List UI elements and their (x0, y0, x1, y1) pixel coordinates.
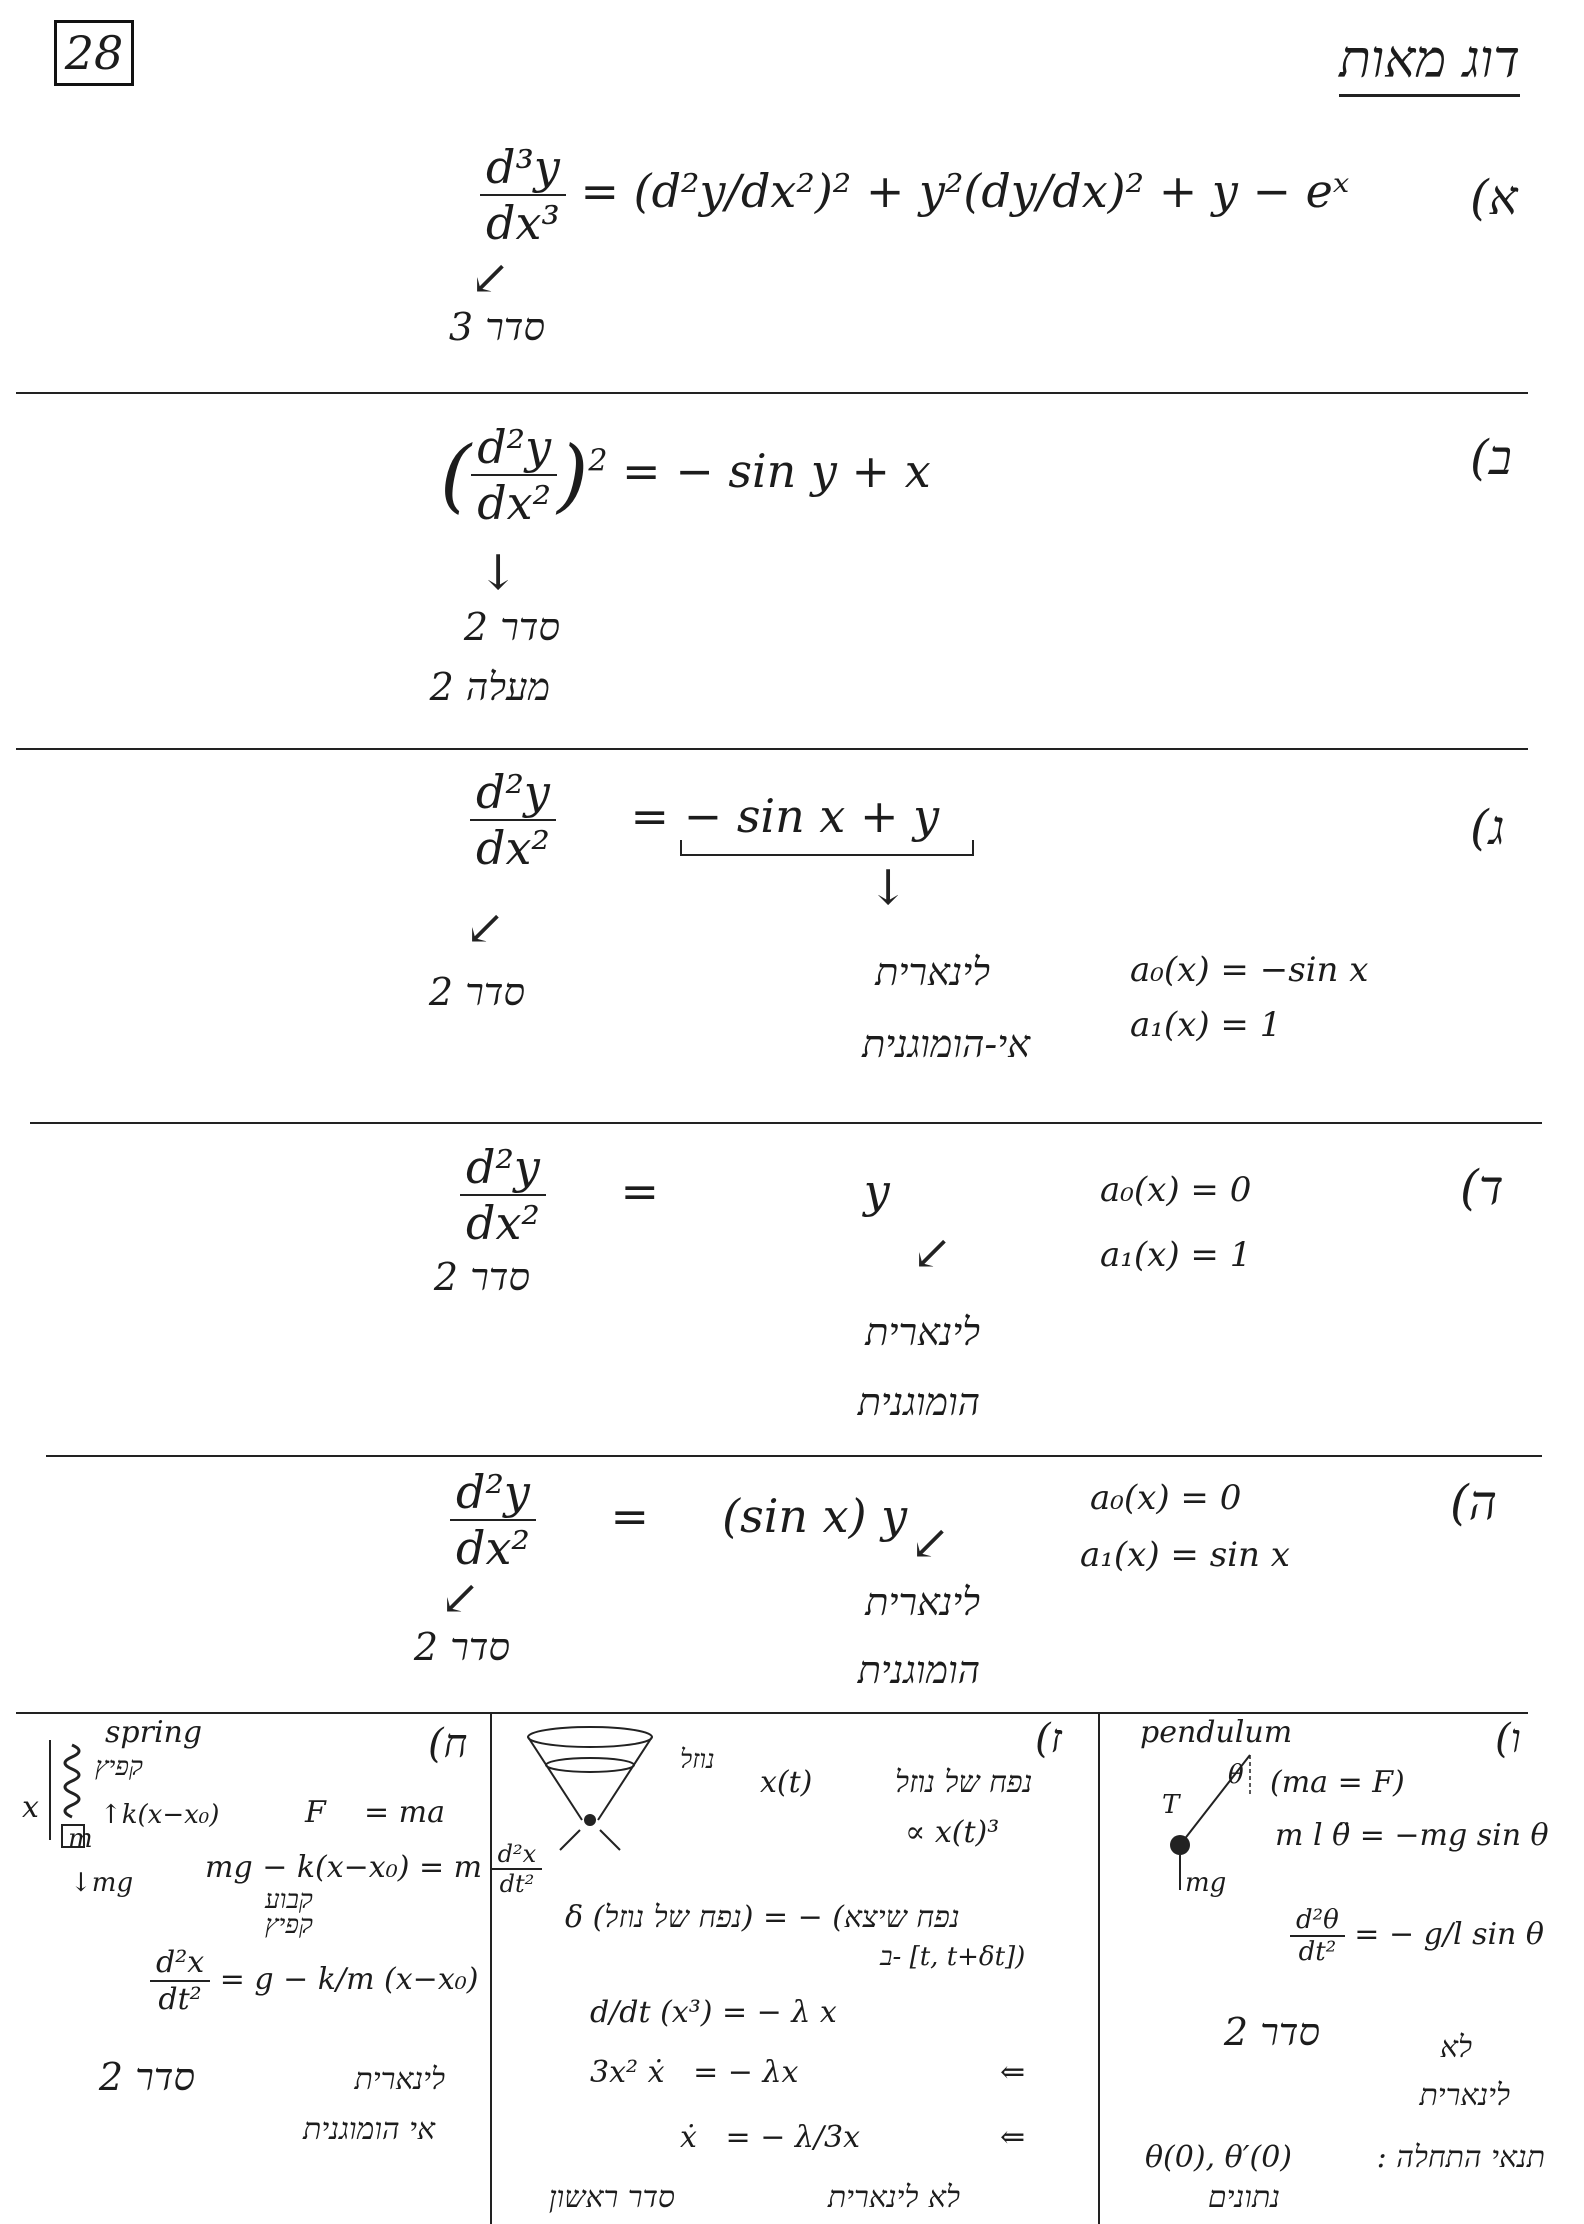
section-d-lhs-num: d²y (460, 1140, 546, 1196)
section-e-rhs: = (sin x) y (610, 1489, 908, 1543)
section-c-order: סדר 2 (428, 970, 525, 1014)
section-c-arrow-right: ↓ (868, 860, 909, 916)
spring-order: סדר 2 (98, 2055, 195, 2099)
section-c-rhs: = − sin x + y (630, 789, 940, 843)
section-d-arrow: ↙ (912, 1225, 953, 1281)
pendulum-eq3 (1290, 1905, 1544, 1967)
spring-eq1-lhs: mg − k(x−x₀) = m (205, 1850, 483, 1885)
divider-4 (46, 1455, 1542, 1457)
section-b-arrow: ↓ (478, 545, 519, 601)
section-c-letter: (ג (1470, 800, 1505, 856)
section-z-letter: (ז (1035, 1716, 1062, 1762)
section-e-arrow-left: ↙ (440, 1570, 481, 1626)
section-b-letter: (ב (1470, 430, 1512, 486)
spring-linear: לינארית (354, 2062, 445, 2097)
section-e-lhs-num: d²y (450, 1465, 536, 1521)
cone-impl-1: ⇐ (1000, 2055, 1026, 2090)
spring-newton: F = ma (305, 1795, 445, 1830)
section-d-a0: a₀(x) = 0 (1100, 1170, 1252, 1210)
spring-eq2 (150, 1945, 478, 2017)
section-e-equation (450, 1465, 907, 1575)
cone-delta-eq-main: δ (נפח של נוזל) = − (נפח שיצא (565, 1900, 960, 1935)
cone-xt-label: x(t) (760, 1765, 813, 1800)
pendulum-linear: לינארית (1419, 2078, 1510, 2113)
section-a-rhs: = (d²y/dx²)² + y²(dy/dx)² + y − eˣ (580, 164, 1350, 218)
section-d-homog: הומוגנית (857, 1380, 980, 1424)
section-e-order: סדר 2 (413, 1625, 510, 1669)
cone-vol-note: נפח של נוזל (895, 1765, 1033, 1800)
spring-label: spring (105, 1715, 203, 1750)
section-c-bracket (680, 840, 974, 856)
page-number: 28 (54, 20, 134, 86)
section-e-homog: הומוגנית (857, 1648, 980, 1692)
spring-mg-label: ↓mg (70, 1868, 134, 1898)
section-a-letter: (א (1470, 170, 1518, 226)
section-b-lhs-den: dx² (477, 476, 552, 530)
cone-deriv-eq: d/dt (x³) = − λ x (590, 1995, 837, 2030)
section-d-letter: (ד (1460, 1160, 1504, 1216)
section-d-a1: a₁(x) = 1 (1100, 1235, 1252, 1275)
spring-eq1-den: dt² (499, 1870, 535, 1898)
pendulum-label: pendulum (1140, 1715, 1293, 1750)
cone-nonlinear: לא לינארית (827, 2180, 960, 2215)
spring-eq2-den: dt² (158, 1982, 202, 2017)
pendulum-init-vals: θ(0), θ′(0) (1145, 2140, 1292, 2175)
spring-const-note2: קפיץ (265, 1910, 313, 1940)
cone-prop: ∝ x(t)³ (905, 1815, 1000, 1850)
pendulum-eq1: (ma = F) (1270, 1765, 1405, 1800)
section-a-lhs-num: d³y (480, 140, 566, 196)
section-b-equation: ( $\frac{\text{d²y}}{\text{dx²}}$ )$^2$ = − sin y + x (440, 420, 931, 530)
spring-force-label: ↑k(x−x₀) (100, 1800, 220, 1830)
section-c-a1: a₁(x) = 1 (1130, 1005, 1282, 1045)
cone-eq-b: 3x² ẋ = − λx (590, 2055, 799, 2090)
cone-water-label: נוזל (680, 1745, 715, 1775)
cone-delta-eq2: ב- [t, t+δt]) (880, 1942, 1026, 1972)
section-a-order: סדר 3 (448, 305, 545, 349)
section-d-rhs: = y (620, 1164, 890, 1218)
section-e-a1: a₁(x) = sin x (1080, 1535, 1290, 1575)
divider-2 (16, 748, 1528, 750)
divider-5 (16, 1712, 1528, 1714)
divider-1 (16, 392, 1528, 394)
spring-homog: אי הומוגנית (303, 2112, 435, 2147)
spring-x-label: x (22, 1790, 39, 1825)
section-c-linear: לינארית (875, 950, 990, 994)
section-h-letter: (ח (428, 1721, 468, 1767)
pendulum-mg: mg (1185, 1868, 1227, 1898)
page-title: דוג מאות (1339, 30, 1520, 97)
section-c-equation (470, 765, 939, 875)
pendulum-T: T (1162, 1790, 1180, 1820)
spring-eq2-num: d²x (150, 1945, 210, 1982)
section-d-order: סדר 2 (433, 1255, 530, 1299)
section-e-letter: (ה (1450, 1475, 1497, 1531)
cone-tank-icon (520, 1725, 670, 1855)
section-c-lhs-den: dx² (476, 821, 550, 875)
section-c-lhs-num: d²y (470, 765, 556, 821)
section-b-order: סדר 2 (463, 605, 560, 649)
spring-mass-label: m (68, 1824, 93, 1854)
pendulum-given: נתונים (1207, 2180, 1280, 2215)
spring-const-note: קבוע (265, 1885, 313, 1915)
section-c-a0: a₀(x) = −sin x (1130, 950, 1369, 990)
pendulum-eq3-rhs: = − g/l sin θ (1354, 1917, 1544, 1952)
section-a-lhs-den: dx³ (486, 196, 560, 250)
section-a-arrow: ↙ (470, 250, 511, 306)
pendulum-theta: θ (1228, 1760, 1244, 1790)
cone-order: סדר ראשון (548, 2180, 675, 2215)
section-c-homog: אי-הומוגנית (862, 1022, 1030, 1066)
cone-eq-c: ẋ = − λ/3x (680, 2120, 860, 2155)
pendulum-order: סדר 2 (1223, 2010, 1320, 2054)
section-e-a0: a₀(x) = 0 (1090, 1478, 1242, 1518)
section-f-letter: (ו (1495, 1716, 1521, 1762)
section-b-degree: מעלה 2 (429, 665, 550, 709)
pendulum-eq2: m l θ̈ = −mg sin θ (1275, 1818, 1549, 1853)
section-d-lhs-den: dx² (466, 1196, 540, 1250)
section-b-rhs: = − sin y + x (622, 444, 931, 498)
pendulum-init-note: תנאי התחלה : (1376, 2140, 1545, 2175)
pendulum-not: לא (1440, 2030, 1473, 2065)
section-b-lhs-num: d²y (471, 420, 557, 476)
section-c-arrow-left: ↙ (465, 900, 506, 956)
cone-impl-2: ⇐ (1000, 2120, 1026, 2155)
spring-heb-label: קפיץ (95, 1752, 143, 1782)
panel-divider-right (1098, 1712, 1100, 2224)
spring-eq2-rhs: = g − k/m (x−x₀) (219, 1962, 479, 1997)
section-d-equation (460, 1140, 890, 1250)
section-d-linear: לינארית (865, 1310, 980, 1354)
divider-3 (30, 1122, 1542, 1124)
section-e-arrow-right: ↙ (910, 1515, 951, 1571)
cone-delta-eq (565, 1900, 960, 1935)
section-a-equation (480, 140, 1349, 250)
pendulum-eq3-num: d²θ (1290, 1905, 1345, 1937)
section-e-linear: לינארית (865, 1580, 980, 1624)
section-e-lhs-den: dx² (456, 1521, 530, 1575)
pendulum-eq3-den: dt² (1298, 1937, 1337, 1967)
spring-eq1-num: d²x (492, 1840, 543, 1870)
panel-divider-left (490, 1712, 492, 2224)
spring-eq1 (205, 1840, 542, 1898)
